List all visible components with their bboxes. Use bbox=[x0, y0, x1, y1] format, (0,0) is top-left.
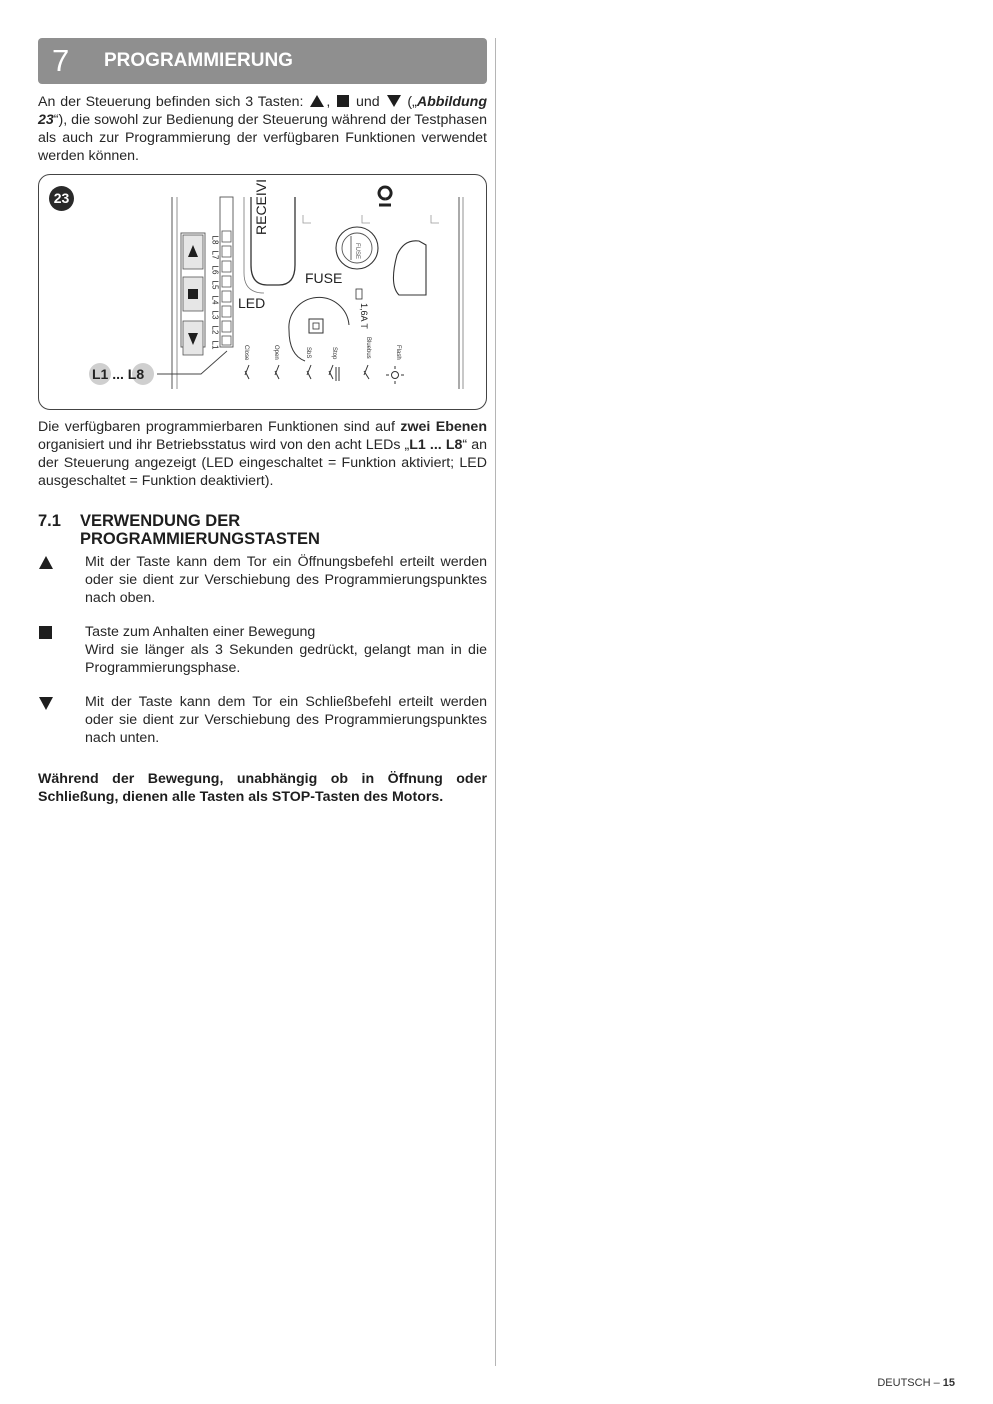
stop-note: Während der Bewegung, unabhängig ob in Öffnung oder Schließung, dienen alle Tasten als STOP-Tasten des Motors. bbox=[38, 771, 487, 805]
intro-text-2: („ bbox=[402, 94, 417, 110]
led-label-l5: L5 bbox=[210, 280, 220, 290]
levels-text-1: Die verfügbaren programmierbaren Funktionen sind auf bbox=[38, 419, 401, 435]
figure-reference: Abbildung 23 bbox=[38, 94, 487, 128]
key-down-description: Mit der Taste kann dem Tor ein Schließbefehl erteilt werden oder sie dient zur Verschiebung des Programmierungspunktes nach unten. bbox=[85, 694, 487, 746]
section-number: 7 bbox=[52, 43, 70, 78]
section-title: PROGRAMMIERUNG bbox=[104, 50, 293, 71]
page-footer bbox=[877, 1377, 955, 1389]
fuse-label: FUSE bbox=[305, 270, 343, 286]
levels-bold-2: L1 ... L8 bbox=[409, 437, 463, 453]
terminal-stop-label: Stop bbox=[331, 347, 337, 360]
led-label-l4: L4 bbox=[210, 295, 220, 305]
fuse-holder-label: FUSE bbox=[354, 243, 360, 260]
led-label-l7: L7 bbox=[210, 250, 220, 260]
led-label-l8: L8 bbox=[210, 235, 220, 245]
receiver-label: RECEIVI bbox=[253, 178, 269, 235]
key-stop-line-2: Wird sie länger als 3 Sekunden gedrückt, gelangt man in die Programmierungsphase. bbox=[85, 642, 487, 676]
figure-number-badge: 23 bbox=[49, 186, 74, 211]
key-up-description: Mit der Taste kann dem Tor ein Öffnungsbefehl erteilt werden oder sie dient zur Verschiebung des Programmierungspunktes nach oben. bbox=[85, 554, 487, 606]
intro-text-3: “), die sowohl zur Bedienung der Steuerung während der Testphasen als auch zur Programmierung der verfügbaren Funktionen verwendet werden können. bbox=[38, 112, 487, 164]
terminal-close-label: Close bbox=[243, 345, 249, 361]
figure-23-control-board bbox=[38, 174, 487, 410]
up-key-icon bbox=[310, 95, 324, 107]
down-key-icon bbox=[387, 95, 401, 107]
stop-key-icon bbox=[337, 95, 349, 107]
led-label-l2: L2 bbox=[210, 325, 220, 335]
subsection-title: VERWENDUNG DER PROGRAMMIERUNGSTASTEN bbox=[80, 512, 320, 548]
intro-sep-2: und bbox=[351, 94, 385, 110]
key-stop-description bbox=[85, 623, 487, 677]
terminal-open-label: Open bbox=[273, 345, 279, 360]
led-labels-column bbox=[210, 233, 220, 353]
fuse-rating-label: 1,6A T bbox=[359, 303, 369, 329]
intro-sep-1: , bbox=[326, 94, 336, 110]
terminal-flash-label: Flash bbox=[395, 345, 401, 360]
terminal-sbs-label: SbS bbox=[305, 347, 311, 359]
key-stop-line-1: Taste zum Anhalten einer Bewegung bbox=[85, 624, 316, 640]
levels-bold-1: zwei Ebenen bbox=[400, 419, 487, 435]
led-label-l6: L6 bbox=[210, 265, 220, 275]
led-label-l3: L3 bbox=[210, 310, 220, 320]
led-label-l1: L1 bbox=[210, 340, 220, 350]
subsection-number: 7.1 bbox=[38, 512, 61, 530]
intro-text-1: An der Steuerung befinden sich 3 Tasten: bbox=[38, 94, 309, 110]
led-label: LED bbox=[238, 295, 266, 311]
page-number: 15 bbox=[942, 1377, 955, 1389]
up-triangle-icon bbox=[38, 556, 56, 572]
intro-paragraph bbox=[38, 93, 487, 165]
levels-paragraph bbox=[38, 418, 487, 490]
square-icon bbox=[38, 626, 56, 642]
levels-text-2: organisiert und ihr Betriebsstatus wird von den acht LEDs „ bbox=[38, 437, 410, 453]
levels-text-3: “ an der Steuerung angezeigt (LED eingeschaltet = Funktion aktiviert; LED ausgeschaltet = Funktion deaktiviert). bbox=[38, 437, 487, 489]
footer-language: DEUTSCH – bbox=[877, 1377, 943, 1389]
section-header bbox=[38, 38, 487, 84]
column-divider bbox=[495, 38, 496, 1366]
terminal-bluebus-label: Bluebus bbox=[365, 337, 371, 359]
down-triangle-icon bbox=[38, 696, 56, 712]
led-range-callout: L1 ... L8 bbox=[92, 366, 145, 382]
